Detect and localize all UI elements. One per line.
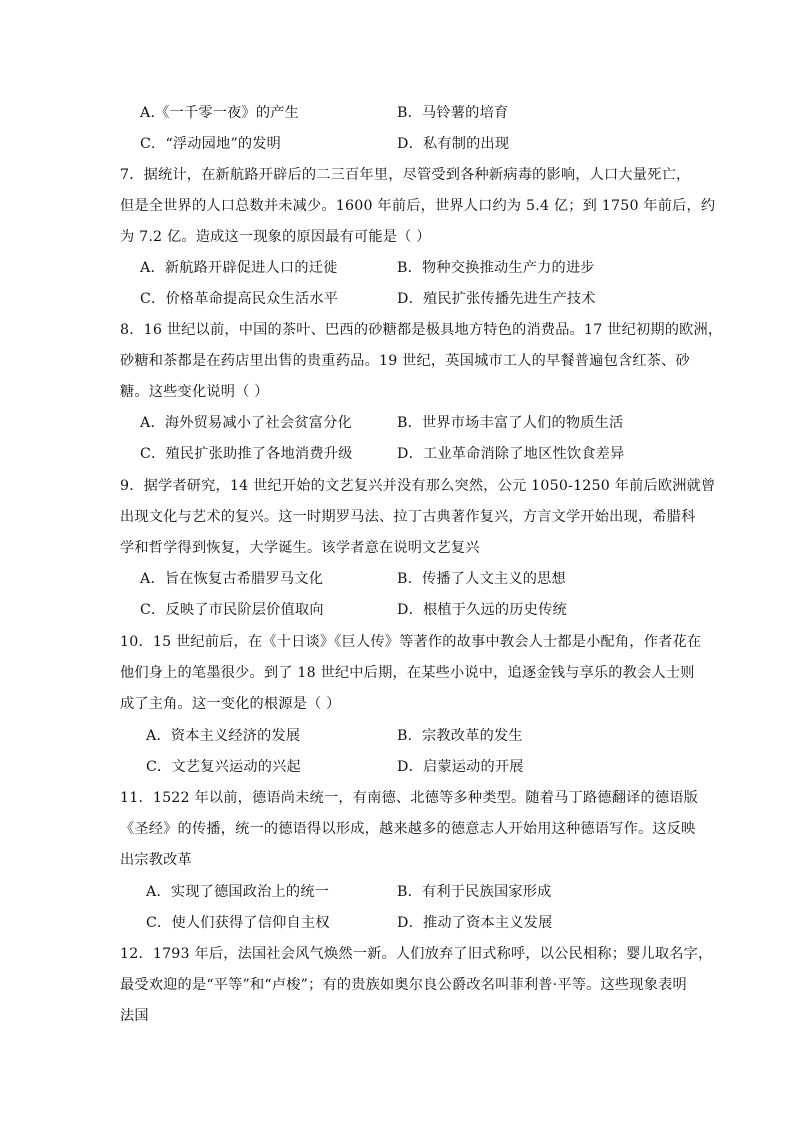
question-8-line-3: 糖。这些变化说明（ ） <box>120 384 269 400</box>
question-11-option-a[interactable]: A．实现了德国政治上的统一 <box>146 884 330 900</box>
question-9-line-3: 学和哲学得到恢复，大学诞生。该学者意在说明文艺复兴 <box>120 540 480 556</box>
question-11-line-2: 《圣经》的传播，统一的德语得以形成，越来越多的德意志人开始用这种德语写作。这反映 <box>120 821 696 837</box>
question-11-line-3: 出宗教改革 <box>120 852 192 868</box>
question-12-line-1: 12．1793 年后，法国社会风气焕然一新。人们放弃了旧式称呼，以公民相称；婴儿取名字， <box>120 946 713 962</box>
question-7-line-1: 7．据统计，在新航路开辟后的二三百年里，尽管受到各种新病毒的影响，人口大量死亡， <box>120 167 691 183</box>
question-8-option-a[interactable]: A．海外贸易减小了社会贫富分化 <box>140 415 352 431</box>
question-9-option-c[interactable]: C．反映了市民阶层价值取向 <box>140 602 324 618</box>
question-9-option-d[interactable]: D．根植于久远的历史传统 <box>397 602 567 618</box>
question-10-line-1: 10．15 世纪前后，在《十日谈》《巨人传》等著作的故事中教会人士都是小配角，作者花在 <box>120 634 702 650</box>
question-8-line-1: 8．16 世纪以前，中国的茶叶、巴西的砂糖都是极具地方特色的消费品。17 世纪初期的欧洲， <box>120 322 723 338</box>
question-8-line-2: 砂糖和茶都是在药店里出售的贵重药品。19 世纪，英国城市工人的早餐普遍包含红茶、砂 <box>120 353 690 369</box>
option-c[interactable]: C．“浮动园地”的发明 <box>140 136 282 152</box>
question-7-option-d[interactable]: D．殖民扩张传播先进生产技术 <box>397 291 596 307</box>
question-7-line-3: 为 7.2 亿。造成这一现象的原因最有可能是（ ） <box>120 229 431 245</box>
option-a[interactable]: A.《一千零一夜》的产生 <box>140 105 300 121</box>
question-10-option-a[interactable]: A．资本主义经济的发展 <box>146 728 301 744</box>
option-b[interactable]: B．马铃薯的培育 <box>397 105 509 121</box>
question-11-line-1: 11．1522 年以前，德语尚未统一，有南德、北德等多种类型。随着马丁路德翻译的德语版 <box>120 790 699 806</box>
question-7-option-b[interactable]: B．物种交换推动生产力的进步 <box>397 260 595 276</box>
question-7-option-c[interactable]: C．价格革命提高民众生活水平 <box>140 291 339 307</box>
question-11-option-b[interactable]: B．有利于民族国家形成 <box>397 884 552 900</box>
question-9-option-a[interactable]: A．旨在恢复古希腊罗马文化 <box>140 571 324 587</box>
question-11-option-d[interactable]: D．推动了资本主义发展 <box>397 915 553 931</box>
option-d[interactable]: D．私有制的出现 <box>397 136 510 152</box>
question-10-option-b[interactable]: B．宗教改革的发生 <box>397 728 523 744</box>
question-8-option-c[interactable]: C．殖民扩张助推了各地消费升级 <box>140 446 353 462</box>
question-10-option-c[interactable]: C．文艺复兴运动的兴起 <box>146 759 301 775</box>
question-12-line-2: 最受欢迎的是“平等”和“卢梭”；有的贵族如奥尔良公爵改名叫菲利普·平等。这些现象表明 <box>120 977 687 993</box>
question-7-option-a[interactable]: A．新航路开辟促进人口的迁徙 <box>140 260 338 276</box>
question-7-line-2: 但是全世界的人口总数并未减少。1600 年前后，世界人口约为 5.4 亿；到 1750 年前后，约 <box>120 198 716 214</box>
question-11-option-c[interactable]: C．使人们获得了信仰自主权 <box>146 915 330 931</box>
question-10-option-d[interactable]: D．启蒙运动的开展 <box>397 759 524 775</box>
question-8-option-b[interactable]: B．世界市场丰富了人们的物质生活 <box>397 415 624 431</box>
question-9-line-1: 9．据学者研究，14 世纪开始的文艺复兴并没有那么突然，公元 1050-1250 年前后欧洲就曾 <box>120 478 716 494</box>
question-10-line-2: 他们身上的笔墨很少。到了 18 世纪中后期，在某些小说中，追逐金钱与享乐的教会人士则 <box>120 665 695 681</box>
question-8-option-d[interactable]: D．工业革命消除了地区性饮食差异 <box>397 446 625 462</box>
question-12-line-3: 法国 <box>120 1008 149 1024</box>
question-10-line-3: 成了主角。这一变化的根源是（ ） <box>120 696 341 712</box>
question-9-line-2: 出现文化与艺术的复兴。这一时期罗马法、拉丁古典著作复兴，方言文学开始出现，希腊科 <box>120 509 696 525</box>
question-9-option-b[interactable]: B．传播了人文主义的思想 <box>397 571 566 587</box>
